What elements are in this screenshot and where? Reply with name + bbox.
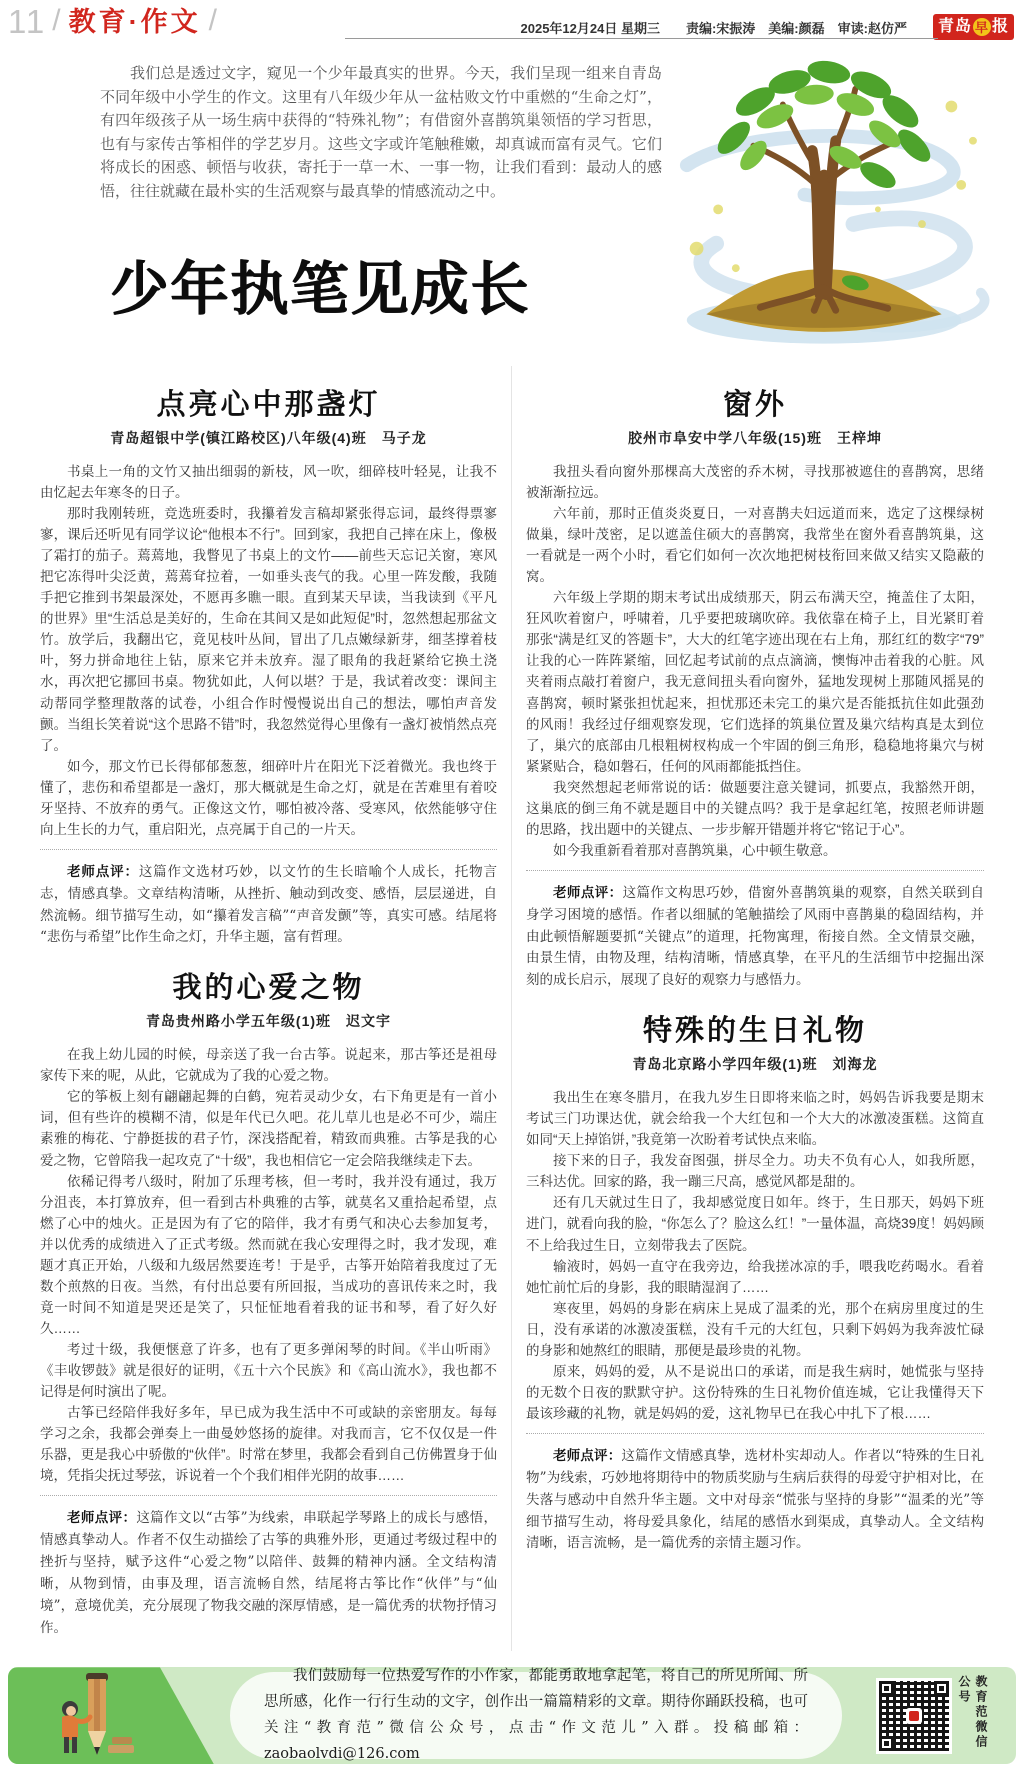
comment-text: 这篇作文选材巧妙，以文竹的生长暗喻个人成长，托物言志，情感真挚。文章结构清晰，从挫折、触动到改变、感悟，层层递进，自然流畅。细节描写生动，如“攥着发言稿”“声音发颤”等，真实可感。结尾将“悲伤与希望”比作生命之灯，升华主题，富有哲理。 xyxy=(40,863,498,946)
teacher-comment xyxy=(526,1445,984,1555)
article-body xyxy=(40,461,497,840)
article-paragraph: 接下来的日子，我发奋图强，拼尽全力。功夫不负有心人，如我所愿，三科达优。回家的路，我一蹦三尺高，感觉风都是甜的。 xyxy=(526,1153,984,1190)
page-header xyxy=(0,0,1024,44)
dotted-divider xyxy=(40,849,497,850)
teacher-comment xyxy=(40,1507,497,1639)
article-paragraph: 依稀记得考八级时，附加了乐理考核，但一考时，我并没有通过，我万分沮丧，本打算放弃，但一看到古朴典雅的古筝，就莫名又重拾起希望，点燃了心中的烛火。正是因为有了它的陪伴，我才有勇气和决心去参加复考，并以优秀的成绩进入了正式考级。然而就在我心安理得之时，我才发现，难题才真正开始，八级和九级居然要连考！于是乎，古筝开始陪着我度过了无数个煎熬的日夜。当然，有付出总要有所回报，当成功的喜讯传来之时，我竟一时间不知道是哭还是笑了，只怔怔地看着我的证书和琴，看了好久好久…… xyxy=(40,1173,497,1336)
article-title: 我的心爱之物 xyxy=(172,972,365,1005)
header-slash: / xyxy=(52,4,61,37)
article-body xyxy=(40,1044,497,1486)
comment-label: 老师点评： xyxy=(67,863,139,879)
comment-label: 老师点评： xyxy=(67,1510,137,1526)
teacher-comment xyxy=(40,861,497,949)
article-paragraph: 它的筝板上刻有翩翩起舞的白鹤，宛若灵动少女，右下角更是有一首小词，但有些许的模糊不清，似是年代已久吧。花儿草儿也是必不可少，端庄素雅的梅花、宁静挺拔的君子竹，深浅搭配着，精致而典雅。古筝是我的心爱之物，它曾陪我一起攻克了“十级”，我也相信它一定会陪我继续走下去。 xyxy=(40,1089,497,1168)
intro-paragraph: 我们总是透过文字，窥见一个少年最真实的世界。今天，我们呈现一组来自青岛不同年级中小学生的作文。这里有八年级少年从一盆枯败文竹中重燃的“生命之灯”，有四年级孩子从一场生病中获得的“特殊礼物”；有借窗外喜鹊筑巢领悟的学习哲思，也有与家传古筝相伴的学艺岁月。这些文字或许笔触稚嫩，却真诚而富有灵气。它们将成长的困惑、顿悟与收获，寄托于一草一木、一事一物，让我们看到：最动人的感悟，往往就藏在最朴实的生活观察与最真挚的情感流动之中。 xyxy=(100,64,662,200)
article-paragraph: 如今，那文竹已长得郁郁葱葱，细碎叶片在阳光下泛着微光。我也终于懂了，悲伤和希望都是一盏灯，那大概就是生命之灯，就是在苦难里有着咬牙坚持、不放弃的勇气。正像这文竹，哪怕被冷落、受寒风，依然能够守住向上生长的力气，重启阳光，点亮属于自己的一片天。 xyxy=(40,758,497,837)
article-title: 特殊的生日礼物 xyxy=(642,1015,867,1048)
article-byline: 青岛超银中学(镇江路校区)八年级(4)班 马子龙 xyxy=(110,430,427,446)
header-rule xyxy=(345,38,938,39)
article-paragraph: 书桌上一角的文竹又抽出细弱的新枝，风一吹，细碎枝叶轻晃，让我不由忆起去年寒冬的日子。 xyxy=(40,464,497,501)
article-paragraph: 考过十级，我便惬意了许多，也有了更多弹闲琴的时间。《半山听雨》《丰收锣鼓》就是很好的证明，《五十六个民族》和《高山流水》，我也都不记得是何时演出了呢。 xyxy=(40,1341,497,1400)
article-paragraph: 我扭头看向窗外那棵高大茂密的乔木树，寻找那被遮住的喜鹊窝，思绪被渐渐拉远。 xyxy=(526,464,984,501)
article-paragraph: 如今我重新看着那对喜鹊筑巢，心中顿生敬意。 xyxy=(553,842,837,858)
editors: 责编:宋振涛 美编:颜磊 审读:赵仿严 xyxy=(685,20,907,36)
dotted-divider xyxy=(526,870,984,871)
article-body xyxy=(526,461,984,861)
footer-text: 我们鼓励每一位热爱写作的小作家，都能勇敢地拿起笔，将自己的所见所闻、所思所感，化作一行行生动的文字，创作出一篇篇精彩的文章。期待你踊跃投稿，也可关注“教育范”微信公众号，点击“作文范儿”入群。投稿邮箱：zaobaolvdi@126.com xyxy=(264,1668,808,1762)
article-byline: 青岛贵州路小学五年级(1)班 迟文宇 xyxy=(145,1013,392,1030)
article-paragraph: 六年前，那时正值炎炎夏日，一对喜鹊夫妇远道而来，选定了这棵绿树做巢，绿叶茂密，足以遮盖住硕大的喜鹊窝，我常坐在窗外看喜鹊筑巢，这一看就是一两个小时，看它们如何一次次地把树枝衔回来做又结实又隐蔽的窝。 xyxy=(526,506,984,585)
article-title: 窗外 xyxy=(722,389,787,421)
comment-text: 这篇作文情感真挚，选材朴实却动人。作者以“特殊的生日礼物”为线索，巧妙地将期待中的物质奖励与生病后获得的母爱守护相对比，在失落与感动中自然升华主题。文中对母亲“慌张与坚持的身影”“温柔的光”等细节描写生动，将母爱具象化，结尾的感悟水到渠成，真挚动人。全文结构清晰，语言流畅，是一篇优秀的亲情主题习作。 xyxy=(526,1447,984,1552)
logo-circle: 早 xyxy=(974,19,989,35)
comment-label: 老师点评： xyxy=(553,1447,622,1463)
qr-finder-icon xyxy=(879,1736,894,1751)
article-paragraph: 寒夜里，妈妈的身影在病床上晃成了温柔的光，那个在病房里度过的生日，没有承诺的冰激凌蛋糕，没有千元的大红包，只剩下妈妈为我奔波忙碌的身影和她熬红的眼睛，那便是最珍贵的礼物。 xyxy=(526,1300,984,1358)
article-byline: 胶州市阜安中学八年级(15)班 王梓坤 xyxy=(628,430,882,446)
article-paragraph: 输液时，妈妈一直守在我旁边，给我搓冰凉的手，喂我吃药喝水。看着她忙前忙后的身影，我的眼睛湿润了…… xyxy=(526,1258,984,1295)
article-paragraph: 我出生在寒冬腊月，在我九岁生日即将来临之时，妈妈告诉我要是期末考试三门功课达优，就会给我一个大红包和一个大大的冰激凌蛋糕。这简直如同“天上掉馅饼，”我竟第一次盼着考试快点来临。 xyxy=(526,1090,984,1148)
article-paragraph: 古筝已经陪伴我好多年，早已成为我生活中不可或缺的亲密朋友。每每学习之余，我都会弹奏上一曲曼妙悠扬的旋律。对我而言，它不仅仅是一件乐器，更是我心中骄傲的“伙伴”。时常在梦里，我都会看到自己仿佛置身于仙境，凭指尖抚过琴弦，诉说着一个个我们相伴光阴的故事…… xyxy=(40,1405,497,1484)
comment-text: 这篇作文构思巧妙，借窗外喜鹊筑巢的观察，自然关联到自身学习困境的感悟。作者以细腻的笔触描绘了风雨中喜鹊巢的稳固结构，并由此顿悟解题要抓“关键点”的道理，托物寓理，衔接自然。全文情景交融，由景生情，由物及理，结构清晰，情感真挚，在平凡的生活细节中挖掘出深刻的成长启示，展现了良好的观察力与感悟力。 xyxy=(526,884,985,989)
dotted-divider xyxy=(40,1495,497,1496)
section-title: 教育·作文 xyxy=(68,7,201,37)
article-paragraph: 还有几天就过生日了，我却感觉度日如年。终于，生日那天，妈妈下班进门，就看向我的脸，“你怎么了？脸这么红！”一量体温，高烧39度！妈妈顾不上给我过生日，立刻带我去了医院。 xyxy=(526,1195,984,1253)
publish-date: 2025年12月24日 星期三 xyxy=(520,20,660,36)
page-main-title: 少年执笔见成长 xyxy=(109,257,530,322)
qr-center-logo xyxy=(906,1708,922,1724)
header-meta xyxy=(521,4,1014,40)
pencil-illustration xyxy=(34,1671,144,1763)
article-guzheng xyxy=(40,965,497,1639)
page-number: 11 xyxy=(8,3,47,40)
newspaper-logo: 青岛 早 报 xyxy=(933,14,1014,40)
left-column xyxy=(26,366,512,1651)
submission-footer xyxy=(8,1667,1016,1764)
article-birthday-gift xyxy=(526,1008,984,1555)
footer-green-panel xyxy=(8,1667,218,1764)
article-paragraph: 原来，妈妈的爱，从不是说出口的承诺，而是我生病时，她慌张与坚持的无数个日夜的默默守护。这份特殊的生日礼物价值连城，它让我懂得天下最该珍藏的礼物，就是妈妈的爱，这礼物早已在我心中扎下了根…… xyxy=(526,1363,984,1421)
article-paragraph: 在我上幼儿园的时候，母亲送了我一台古筝。说起来，那古筝还是祖母家传下来的呢，从此，它就成为了我的心爱之物。 xyxy=(40,1047,497,1084)
dotted-divider xyxy=(526,1433,984,1434)
tree-illustration xyxy=(628,46,1020,358)
comment-label: 老师点评： xyxy=(553,884,623,900)
qr-finder-icon xyxy=(879,1681,894,1696)
article-columns xyxy=(0,366,1024,1651)
qr-caption: 教育范微信公号 xyxy=(957,1675,988,1751)
article-paragraph: 六年级上学期的期末考试出成绩那天，阴云布满天空，掩盖住了太阳，狂风吹着窗户，呼啸着，几乎要把玻璃吹碎。我依靠在椅子上，目光紧盯着那张“满是红叉的答题卡”，大大的红笔字迹出现在右上角，那红红的数字“79”让我的心一阵阵紧缩，回忆起考试前的点点滴滴，懊悔冲击着我的心脏。风夹着雨点敲打着窗户，我无意间扭头看向窗外，猛地发现树上那随风摇晃的喜鹊窝，顿时紧张担忧起来，担忧那还未完工的巢穴是否能抵抗住如此强劲的风雨！我经过仔细观察发现，它们选择的筑巢位置及巢穴结构真是太到位了，巢穴的底部由几根粗树杈构成一个牢固的倒三角形，稳稳地将巢穴与树紧紧贴合，稳如磐石，任何的风雨都能抵挡住。 xyxy=(526,590,984,774)
qr-code xyxy=(876,1678,952,1754)
top-section xyxy=(0,44,1024,366)
article-window xyxy=(526,382,984,992)
comment-text: 这篇作文以“古筝”为线索，串联起学琴路上的成长与感悟，情感真挚动人。作者不仅生动描绘了古筝的典雅外形，更通过考级过程中的挫折与坚持，赋予这件“心爱之物”以陪伴、鼓舞的精神内涵。全文结构清晰，从物到情，由事及理，语言流畅自然，结尾将古筝比作“伙伴”与“仙境”，意境优美，充分展现了物我交融的深厚情感，是一篇优秀的状物抒情习作。 xyxy=(40,1510,497,1636)
right-column xyxy=(512,366,998,1651)
article-lamp xyxy=(40,382,497,949)
footer-text-bubble xyxy=(230,1668,842,1762)
header-slash: / xyxy=(208,4,217,37)
article-body xyxy=(526,1087,984,1424)
article-byline: 青岛北京路小学四年级(1)班 刘海龙 xyxy=(632,1056,878,1073)
article-title: 点亮心中那盏灯 xyxy=(156,389,381,421)
article-paragraph: 我突然想起老师常说的话：做题要注意关键词，抓要点，我豁然开朗，这巢底的倒三角不就是题目中的关键点吗？我于是拿起红笔，按照老师讲题的思路，找出题中的关键点、一步步解开错题并将它“铭记于心”。 xyxy=(526,779,984,837)
article-paragraph: 那时我刚转班，竞选班委时，我攥着发言稿却紧张得忘词，最终得票寥寥，课后还听见有同学议论“他根本不行”。回到家，我把自己摔在床上，像极了霜打的茄子。蔫蔫地，我瞥见了书桌上的文竹——前些天忘记关窗，寒风把它冻得叶尖泛黄，蔫蔫耷拉着，一如垂头丧气的我。心里一阵发酸，我随手把它推到书架最深处，不愿再多瞧一眼。直到某天早读，当我读到《平凡的世界》里“生活总是美好的，生命在其间又是如此短促”时，忽然想起那盆文竹。放学后，我翻出它，竟见枝叶丛间，冒出了几点嫩绿新芽，细茎撑着枝叶，努力拼命地往上钻，原来它并未放弃。湿了眼角的我赶紧给它换土浇水，再次把它挪回书桌。物犹如此，人何以堪？于是，我试着改变：课间主动帮同学整理散落的试卷，小组合作时慢慢说出自己的想法，哪怕声音发颤。当组长笑着说“这个思路不错”时，我忽然觉得心里像有一盏灯被悄然点亮了。 xyxy=(40,506,497,753)
teacher-comment xyxy=(526,882,984,992)
qr-pattern xyxy=(879,1681,949,1751)
qr-finder-icon xyxy=(934,1681,949,1696)
